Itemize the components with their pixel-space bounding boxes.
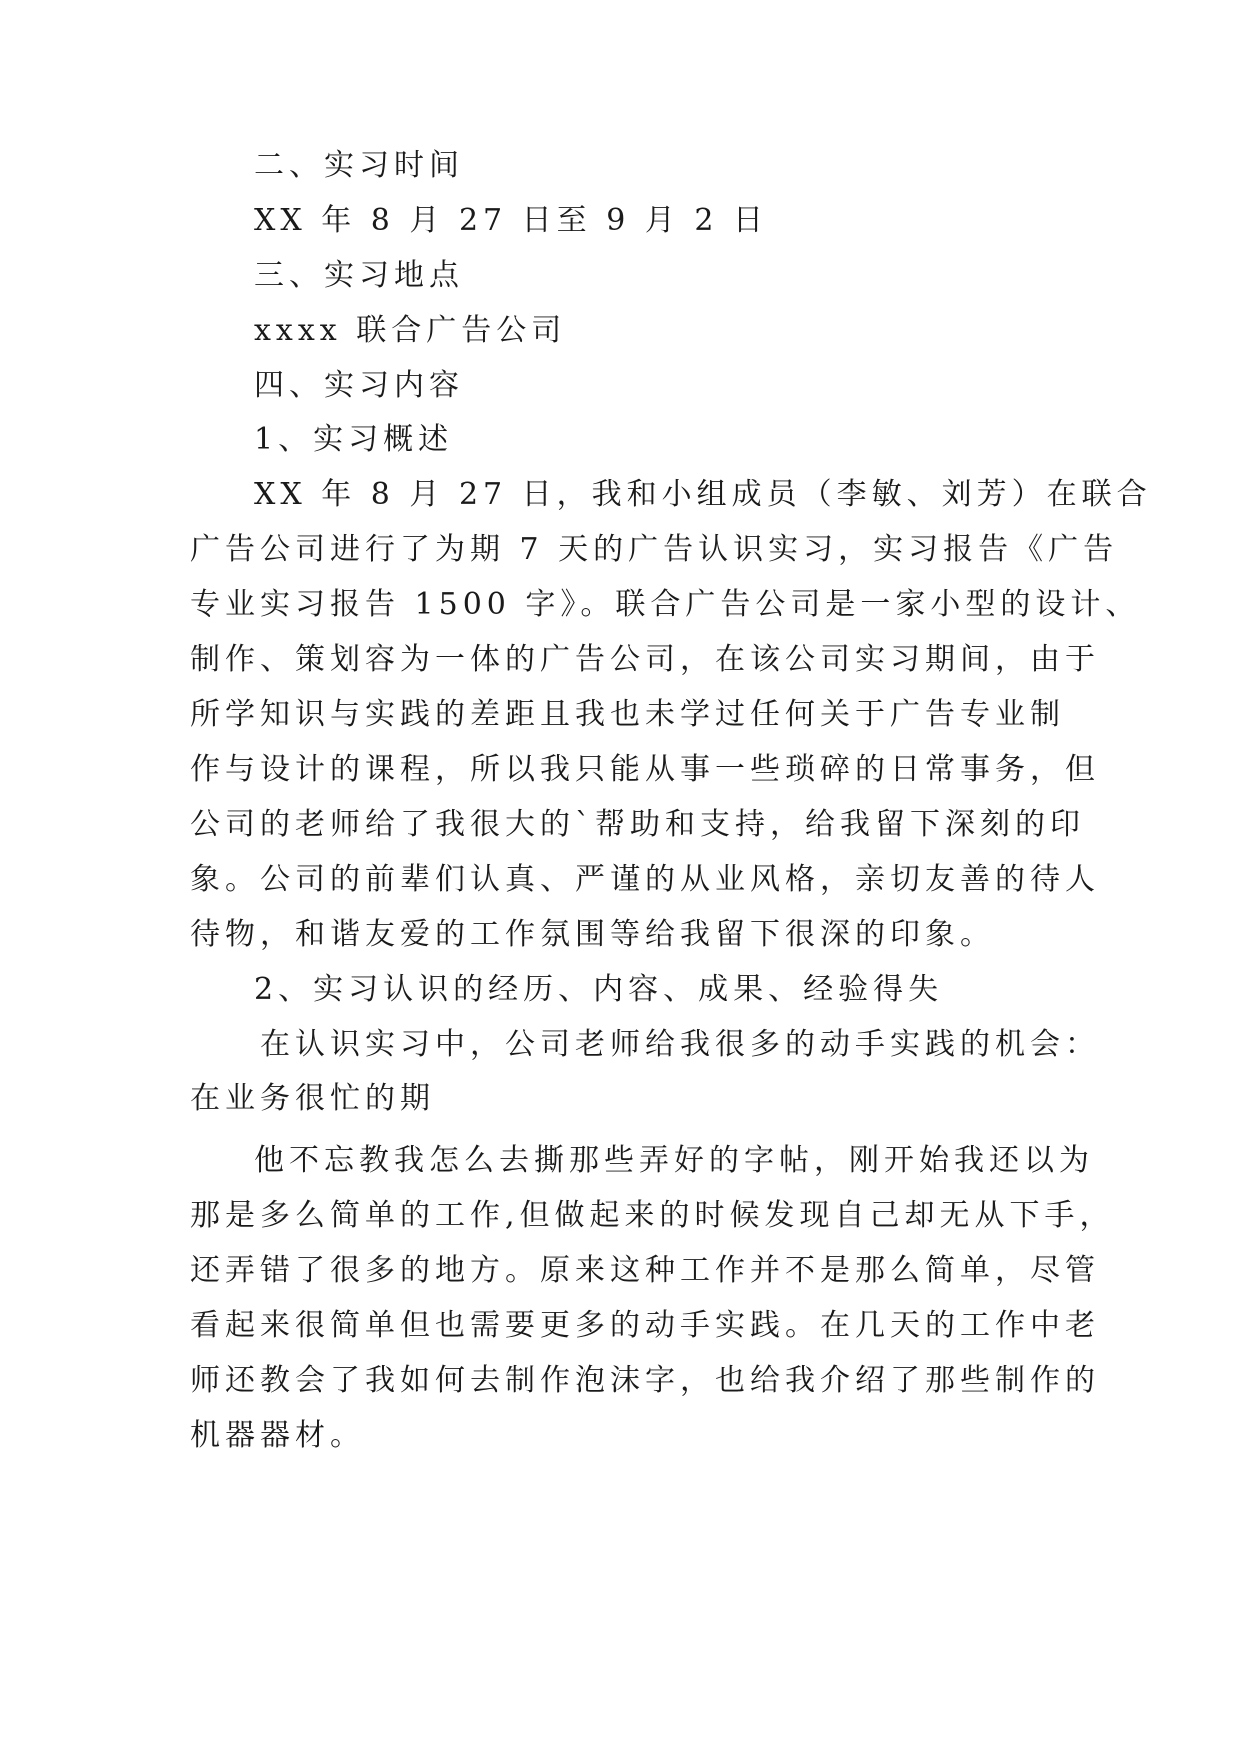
subheading-experience: 2、实习认识的经历、内容、成果、经验得失 bbox=[254, 972, 944, 1007]
paragraph-line: 制作、策划容为一体的广告公司，在该公司实习期间，由于 bbox=[190, 642, 1100, 677]
paragraph-line: 还弄错了很多的地方。原来这种工作并不是那么简单，尽管 bbox=[190, 1253, 1100, 1288]
paragraph-line: 公司的老师给了我很大的`帮助和支持，给我留下深刻的印 bbox=[190, 807, 1085, 842]
paragraph-line: 机器器材。 bbox=[190, 1418, 365, 1453]
paragraph-line: XX 年 8 月 27 日，我和小组成员（李敏、刘芳）在联合 bbox=[254, 477, 1152, 512]
paragraph-line: 作与设计的课程，所以我只能从事一些琐碎的日常事务，但 bbox=[190, 752, 1100, 787]
paragraph-line: 广告公司进行了为期 7 天的广告认识实习，实习报告《广告 bbox=[190, 532, 1119, 567]
paragraph-line: 看起来很简单但也需要更多的动手实践。在几天的工作中老 bbox=[190, 1308, 1100, 1343]
internship-date-range: XX 年 8 月 27 日至 9 月 2 日 bbox=[254, 203, 768, 238]
paragraph-line: 师还教会了我如何去制作泡沫字，也给我介绍了那些制作的 bbox=[190, 1363, 1100, 1398]
paragraph-line: 专业实习报告 1500 字》。联合广告公司是一家小型的设计、 bbox=[190, 587, 1141, 622]
internship-place: xxxx 联合广告公司 bbox=[254, 313, 567, 348]
paragraph-line: 他不忘教我怎么去撕那些弄好的字帖，刚开始我还以为 bbox=[254, 1143, 1094, 1178]
paragraph-line: 所学知识与实践的差距且我也未学过任何关于广告专业制 bbox=[190, 697, 1065, 732]
paragraph-line: 象。公司的前辈们认真、严谨的从业风格，亲切友善的待人 bbox=[190, 862, 1100, 897]
heading-internship-place: 三、实习地点 bbox=[254, 258, 464, 293]
heading-internship-content: 四、实习内容 bbox=[254, 368, 464, 403]
subheading-overview: 1、实习概述 bbox=[254, 422, 454, 457]
paragraph-line: 那是多么简单的工作,但做起来的时候发现自己却无从下手， bbox=[190, 1198, 1115, 1233]
paragraph-line: 待物，和谐友爱的工作氛围等给我留下很深的印象。 bbox=[190, 917, 995, 952]
paragraph-line: 在认识实习中，公司老师给我很多的动手实践的机会： bbox=[260, 1027, 1100, 1062]
heading-internship-time: 二、实习时间 bbox=[254, 148, 464, 183]
paragraph-line: 在业务很忙的期 bbox=[190, 1081, 435, 1116]
